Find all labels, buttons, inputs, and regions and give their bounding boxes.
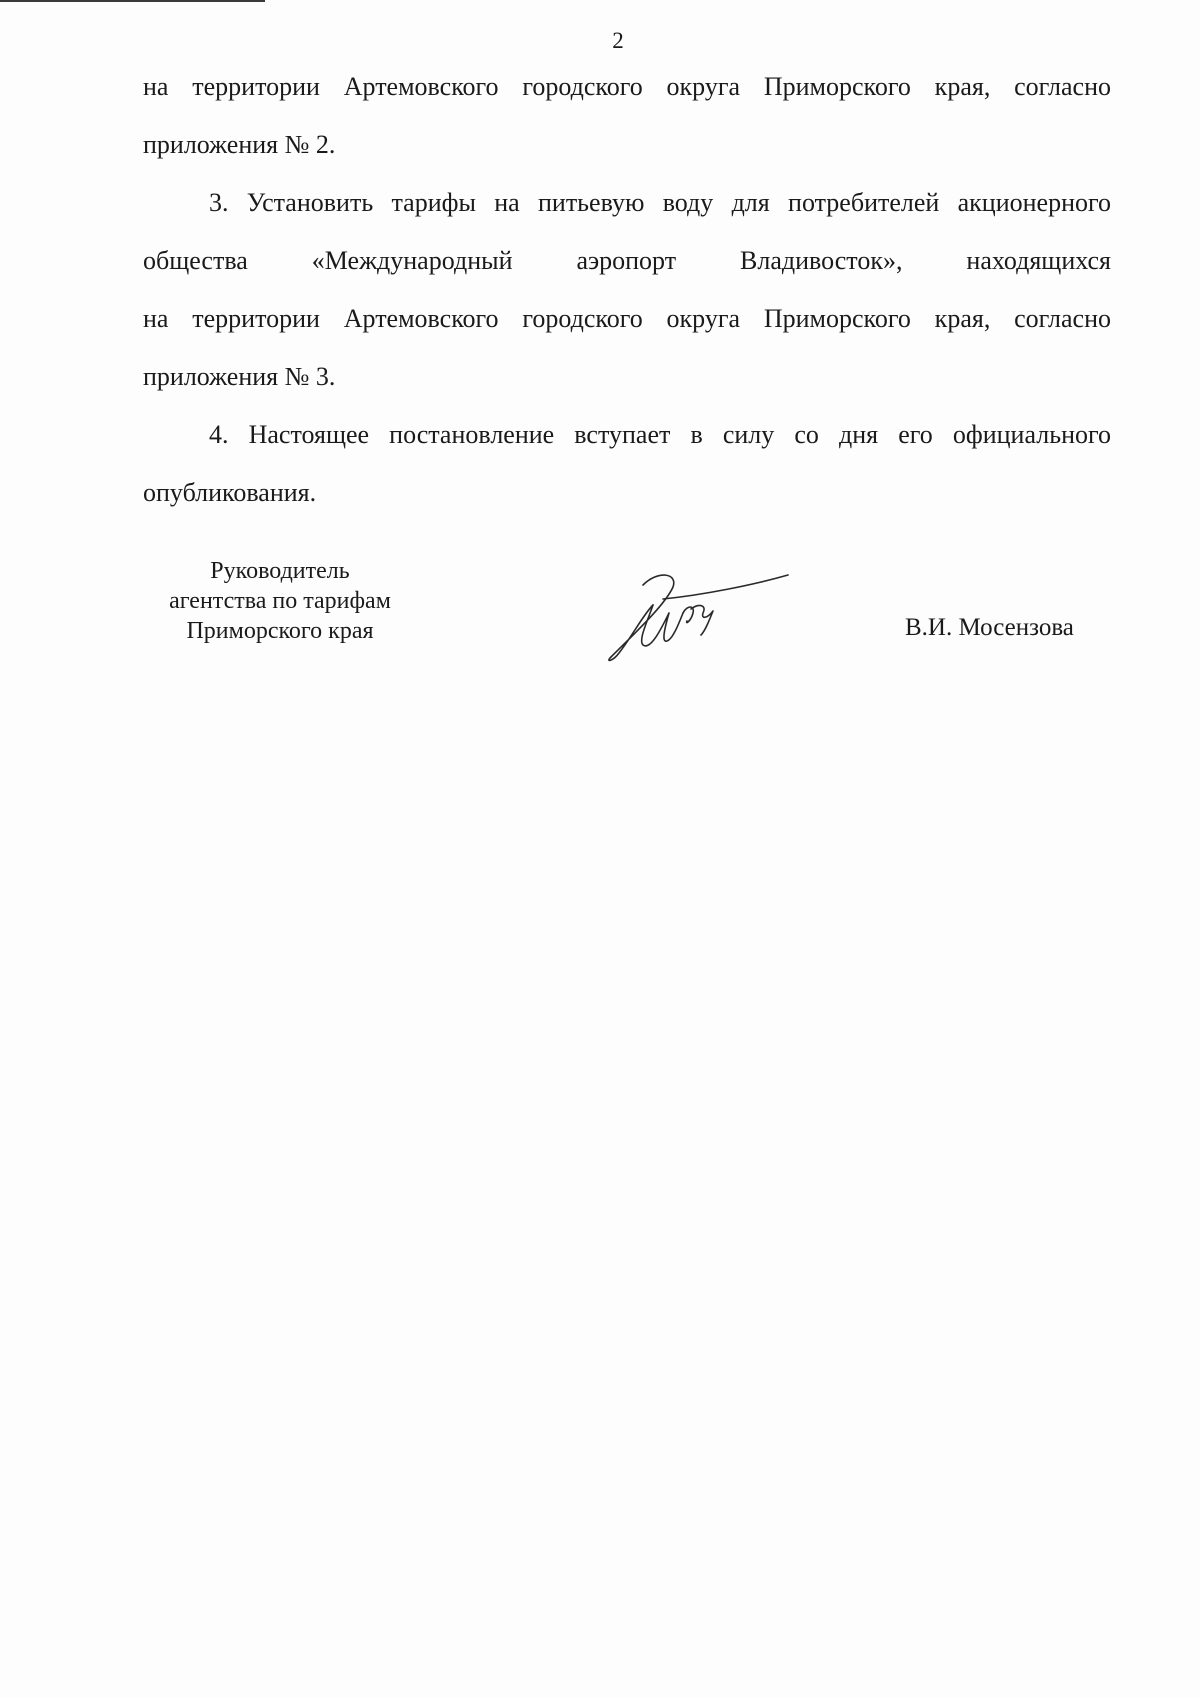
- paragraph-3-line-1: 3. Установить тарифы на питьевую воду для потребителей акционерного: [209, 188, 1111, 217]
- body-line-1: на территории Артемовского городского округа Приморского края, согласно: [143, 72, 1111, 101]
- signatory-title-line-2: агентства по тарифам: [169, 588, 391, 614]
- handwritten-signature: [603, 565, 793, 665]
- body-line-2: приложения № 2.: [143, 130, 336, 159]
- paragraph-3-line-3: на территории Артемовского городского округа Приморского края, согласно: [143, 304, 1111, 333]
- paragraph-3-line-4: приложения № 3.: [143, 362, 336, 391]
- page-number: 2: [612, 28, 624, 53]
- signatory-name: В.И. Мосензова: [905, 614, 1074, 641]
- paragraph-4-line-1: 4. Настоящее постановление вступает в силу со дня его официального: [209, 420, 1111, 449]
- signatory-title-line-1: Руководитель: [210, 558, 350, 584]
- document-body: [143, 58, 1111, 522]
- paragraph-3-line-2: общества «Международный аэропорт Владивосток», находящихся: [143, 246, 1111, 275]
- paragraph-4-line-2: опубликования.: [143, 478, 317, 507]
- scan-edge-line: [0, 0, 265, 2]
- signatory-title-line-3: Приморского края: [186, 618, 374, 644]
- signatory-title: [130, 556, 430, 646]
